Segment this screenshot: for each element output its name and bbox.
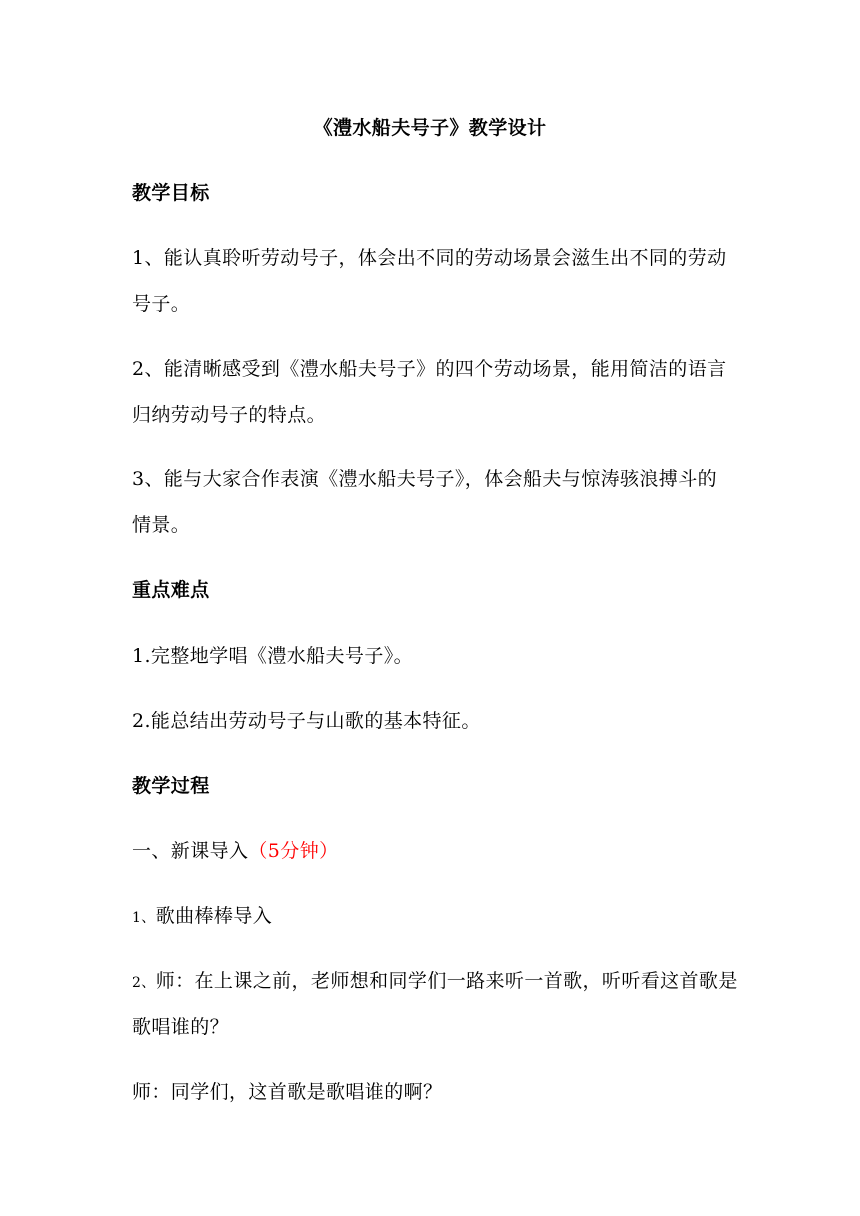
process-step-2-number: 2、 (132, 975, 156, 991)
keypoint-1: 1.完整地学唱《澧水船夫号子》。 (132, 645, 414, 667)
objective-1-line-1: 1、能认真聆听劳动号子，体会出不同的劳动场景会滋生出不同的劳动 (132, 247, 727, 269)
process-step-1 (132, 904, 732, 930)
process-part-1-label: 一、新课导入 (132, 840, 249, 862)
objective-1-line-2: 号子。 (132, 293, 191, 315)
process-step-2-line-1 (132, 969, 738, 995)
document-title: 《澧水船夫号子》教学设计 (313, 117, 547, 139)
keypoint-2: 2.能总结出劳动号子与山歌的基本特征。 (132, 710, 481, 732)
heading-process: 教学过程 (132, 775, 210, 797)
process-part-1-time: （5分钟） (248, 840, 339, 862)
heading-objectives: 教学目标 (132, 182, 210, 204)
process-part-1 (132, 839, 732, 863)
objective-3-line-2: 情景。 (132, 514, 191, 536)
process-teacher-question: 师：同学们，这首歌是歌唱谁的啊？ (132, 1081, 443, 1103)
heading-keypoints: 重点难点 (132, 579, 210, 601)
objective-2-line-2: 归纳劳动号子的特点。 (132, 404, 327, 426)
process-step-1-text: 歌曲棒棒导入 (155, 905, 273, 927)
process-step-1-number: 1、 (132, 910, 156, 926)
process-step-2-line-2: 歌唱谁的？ (132, 1016, 230, 1038)
process-step-2-text: 师：在上课之前，老师想和同学们一路来听一首歌，听听看这首歌是 (155, 970, 738, 992)
objective-3-line-1: 3、能与大家合作表演《澧水船夫号子》，体会船夫与惊涛骇浪搏斗的 (132, 468, 717, 490)
objective-2-line-1: 2、能清晰感受到《澧水船夫号子》的四个劳动场景，能用简洁的语言 (132, 358, 727, 380)
